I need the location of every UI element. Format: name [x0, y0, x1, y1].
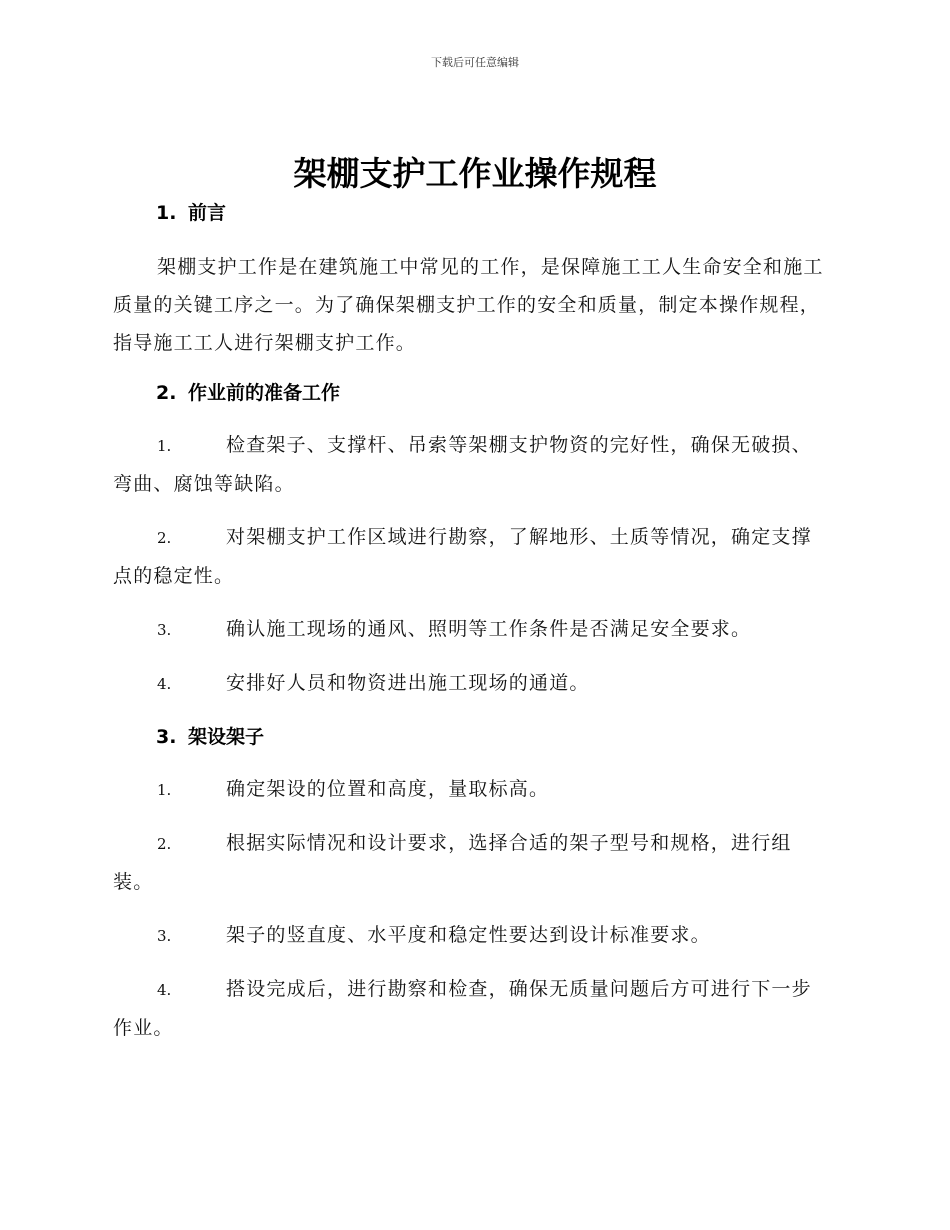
section-heading-3: [156, 722, 264, 752]
list-item-text: 确定架设的位置和高度，量取标高。: [226, 778, 550, 800]
list-item-number: 3.: [157, 927, 172, 945]
list-item: [113, 824, 831, 901]
document-title: 架棚支护工作业操作规程: [293, 154, 657, 193]
section-number: 3.: [156, 726, 177, 748]
section-title: 架设架子: [188, 726, 265, 748]
list-item-text: 对架棚支护工作区域进行勘察，了解地形、土质等情况，确定支撑点的稳定性。: [113, 526, 812, 587]
list-item-number: 4.: [157, 675, 172, 693]
section-title: 作业前的准备工作: [188, 382, 341, 404]
list-item-text: 安排好人员和物资进出施工现场的通道。: [226, 672, 590, 694]
list-item-number: 2.: [157, 529, 172, 547]
list-item-number: 1.: [157, 781, 172, 799]
list-item-text: 搭设完成后，进行勘察和检查，确保无质量问题后方可进行下一步作业。: [113, 978, 812, 1039]
list-item: [113, 426, 831, 503]
list-item-text: 架子的竖直度、水平度和稳定性要达到设计标准要求。: [226, 924, 711, 946]
section-number: 1.: [156, 202, 177, 224]
list-item-number: 2.: [157, 835, 172, 853]
list-item: [113, 916, 831, 955]
list-item: [113, 970, 831, 1047]
list-item-text: 检查架子、支撑杆、吊索等架棚支护物资的完好性，确保无破损、弯曲、腐蚀等缺陷。: [113, 434, 812, 495]
list-item-number: 1.: [157, 437, 172, 455]
list-item: [113, 664, 831, 703]
header-note: 下载后可任意编辑: [431, 56, 519, 69]
section-title: 前言: [188, 202, 227, 224]
section-heading-1: [156, 198, 226, 228]
list-item-text: 根据实际情况和设计要求，选择合适的架子型号和规格，进行组装。: [113, 832, 792, 893]
list-item: [113, 610, 831, 649]
list-item-text: 确认施工现场的通风、照明等工作条件是否满足安全要求。: [226, 618, 752, 640]
list-item: [113, 770, 831, 809]
section-number: 2.: [156, 382, 177, 404]
list-item-number: 3.: [157, 621, 172, 639]
list-item-number: 4.: [157, 981, 172, 999]
intro-paragraph: 架棚支护工作是在建筑施工中常见的工作，是保障施工工人生命安全和施工质量的关键工序之一。为了确保架棚支护工作的安全和质量，制定本操作规程，指导施工工人进行架棚支护工作。: [113, 256, 824, 354]
list-item: [113, 518, 831, 595]
section-heading-2: [156, 378, 340, 408]
